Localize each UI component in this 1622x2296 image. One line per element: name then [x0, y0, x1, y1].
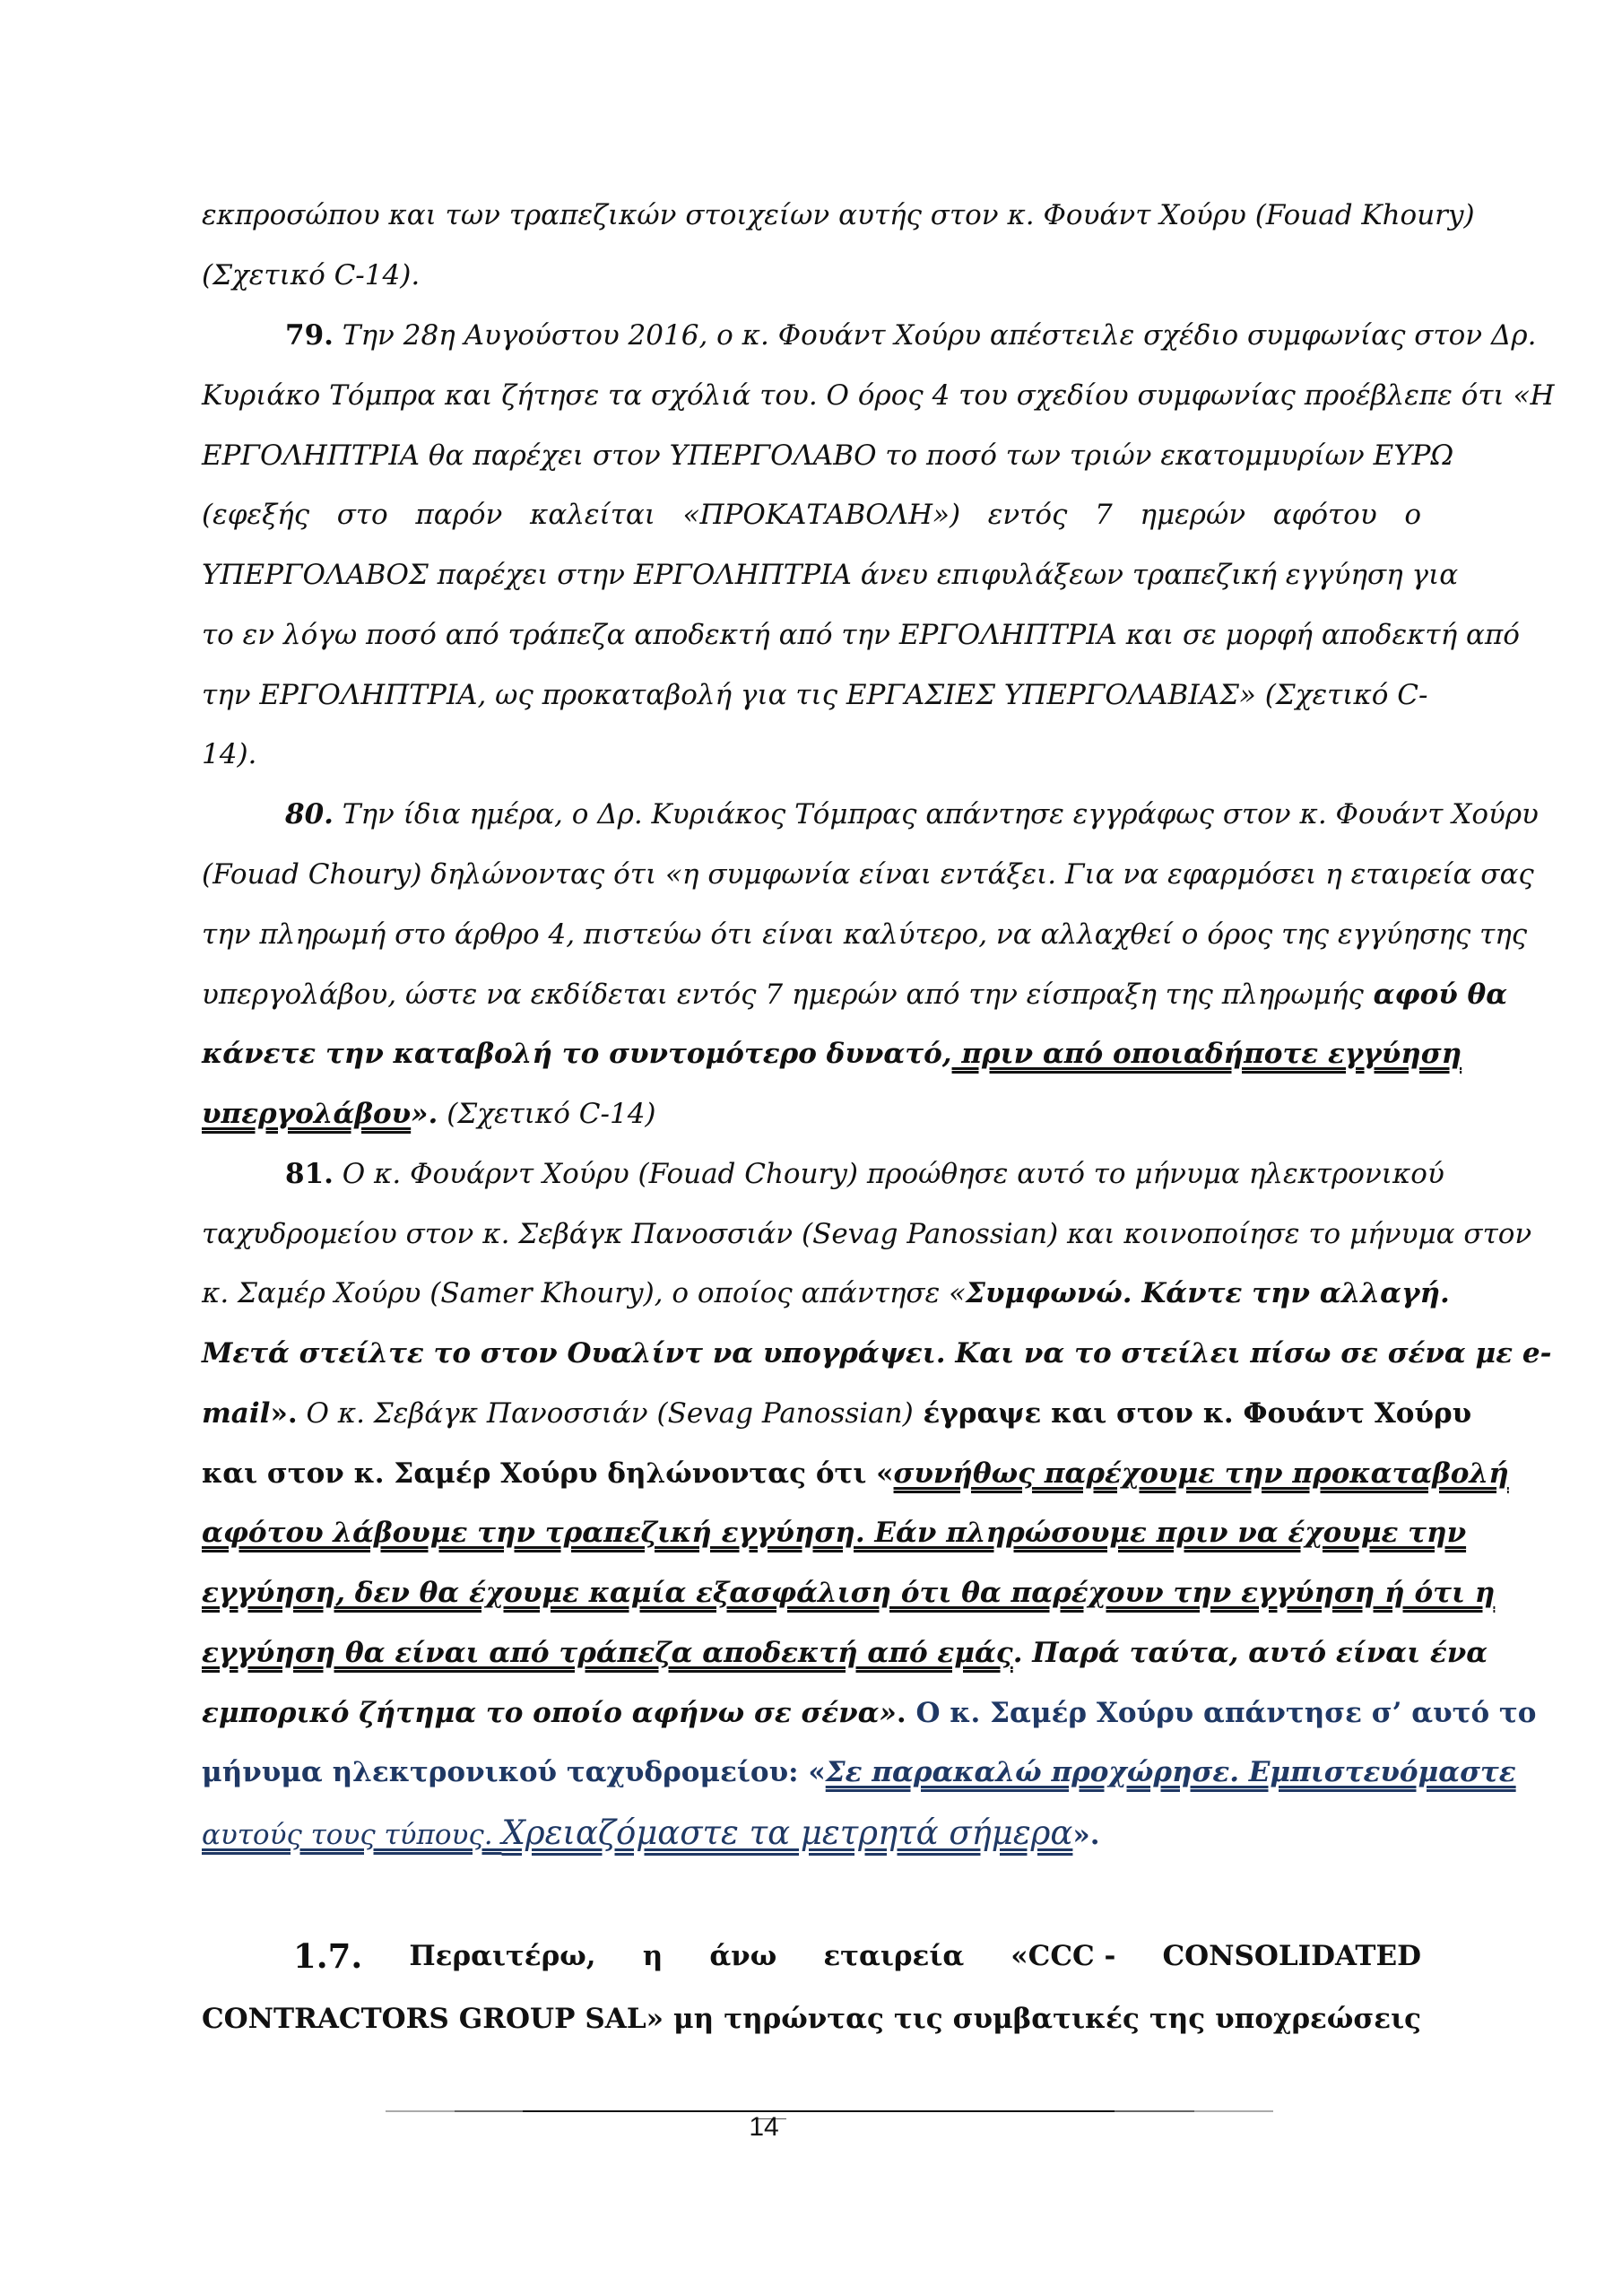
text-run: (Fouad Choury) δηλώνοντας ότι «η συμφωνία είναι εντάξει. Για να εφαρμόσει η εταιρεία σας: [202, 858, 1534, 891]
section-body-line: [202, 1989, 1421, 2049]
paragraph-number: 80.: [285, 798, 334, 831]
text-run: «CCC -: [1010, 1940, 1116, 1972]
body-line: [202, 1623, 1488, 1683]
text-run: ».: [1072, 1819, 1100, 1851]
emphasis-run: έγραψε και στον κ. Φουάντ Χούρυ: [913, 1397, 1472, 1430]
underlined-run: συνήθως παρέχουμε την προκαταβολή: [893, 1457, 1509, 1490]
emphasis-run: Μετά στείλτε το στον Ουαλίντ να υπογράψει. Και να το στείλει πίσω σε σένα με e-: [202, 1337, 1552, 1370]
text-run: CONTRACTORS GROUP SAL» μη τηρώντας τις συμβατικές της υποχρεώσεις: [202, 2003, 1421, 2035]
body-line: [202, 1444, 1509, 1504]
body-line: [202, 1563, 1496, 1623]
text-run: 14).: [202, 738, 257, 770]
text-run: ».: [411, 1098, 438, 1130]
footer-divider: [523, 2110, 1115, 2112]
text-run: Την 28η Αυγούστου 2016, ο κ. Φουάντ Χούρυ απέστειλε σχέδιο συμφωνίας στον Δρ.: [333, 319, 1537, 352]
underlined-run-large: Χρειαζόμαστε τα μετρητά σήμερα: [501, 1813, 1073, 1852]
body-line: [202, 1743, 1516, 1803]
text-run: ΥΠΕΡΓΟΛΑΒΟΣ παρέχει στην ΕΡΓΟΛΗΠΤΡΙΑ άνευ επιφυλάξεων τραπεζική εγγύηση για: [202, 559, 1459, 591]
text-run: εταιρεία: [823, 1940, 965, 1972]
underlined-run: αφότου λάβουμε την τραπεζική εγγύηση. Εάν πληρώσουμε πριν να έχουμε την: [202, 1517, 1467, 1549]
body-line: [202, 246, 1421, 306]
footer-divider: [1194, 2110, 1273, 2112]
text-run: Ο κ. Φουάρντ Χούρυ (Fouad Choury) προώθησε αυτό το μήνυμα ηλεκτρονικού: [333, 1158, 1444, 1190]
text-run: την πληρωμή στο άρθρο 4, πιστεύω ότι είναι καλύτερο, να αλλαχθεί ο όρος της εγγύησης της: [202, 918, 1528, 951]
underlined-run: αυτούς τους τύπους.: [202, 1819, 502, 1851]
text-run: το εν λόγω ποσό από τράπεζα αποδεκτή από την ΕΡΓΟΛΗΠΤΡΙΑ και σε μορφή αποδεκτή από: [202, 619, 1520, 651]
text-run: ».: [270, 1397, 298, 1430]
body-line: [202, 605, 1520, 665]
paragraph-number: 79.: [285, 319, 334, 352]
body-line: [202, 1324, 1552, 1384]
navy-run: Ο κ. Σαμέρ Χούρυ απάντησε σ’ αυτό το: [906, 1697, 1537, 1729]
text-run: CONSOLIDATED: [1162, 1940, 1421, 1972]
text-run: (Σχετικό C-14): [438, 1098, 656, 1130]
body-line: [202, 905, 1528, 965]
text-run: άνω: [709, 1940, 777, 1972]
text-run: εκπροσώπου και των τραπεζικών στοιχείων αυτής στον κ. Φουάντ Χούρυ (Fouad Khoury): [202, 199, 1475, 231]
emphasis-run: και στον κ. Σαμέρ Χούρυ δηλώνοντας ότι «: [202, 1457, 894, 1490]
body-line: [202, 1384, 1472, 1444]
paragraph-79-start: [202, 306, 1537, 366]
underlined-run: εγγύηση θα είναι από τράπεζα αποδεκτή από εμάς: [202, 1637, 1013, 1669]
emphasis-run: εμπορικό ζήτημα το οποίο αφήνω σε σένα»: [202, 1697, 897, 1729]
emphasis-run: . Παρά ταύτα, αυτό είναι ένα: [1012, 1637, 1488, 1669]
text-run: Κυριάκο Τόμπρα και ζήτησε τα σχόλιά του. Ο όρος 4 του σχεδίου συμφωνίας προέβλεπε ότι «Η: [202, 379, 1555, 412]
footer-divider: [1115, 2110, 1194, 2112]
text-run: Περαιτέρω,: [409, 1940, 596, 1972]
text-run: Την ίδια ημέρα, ο Δρ. Κυριάκος Τόμπρας απάντησε εγγράφως στον κ. Φουάντ Χούρυ: [333, 798, 1539, 831]
footer-divider: [386, 2110, 455, 2112]
text-run: (Σχετικό C-14).: [202, 259, 421, 291]
body-line: [202, 1084, 1421, 1144]
page-number: 14: [749, 2112, 779, 2142]
paragraph-80-start: [202, 785, 1539, 845]
body-line: [202, 1264, 1450, 1324]
text-run: την ΕΡΓΟΛΗΠΤΡΙΑ, ως προκαταβολή για τις ΕΡΓΑΣΙΕΣ ΥΠΕΡΓΟΛΑΒΙΑΣ» (Σχετικό C-: [202, 679, 1428, 711]
body-line: [202, 845, 1534, 905]
underlined-run: πριν από οποιαδήποτε εγγύηση: [951, 1038, 1462, 1070]
text-run: .: [896, 1697, 906, 1729]
body-line: [202, 186, 1475, 246]
text-run: ταχυδρομείου στον κ. Σεβάγκ Πανοσσιάν (Sevag Panossian) και κοινοποίησε το μήνυμα στον: [202, 1218, 1532, 1250]
body-line: [202, 1683, 1537, 1744]
paragraph-81-start: [202, 1144, 1444, 1205]
body-line: [202, 545, 1459, 605]
body-line: [202, 665, 1428, 726]
text-run: η: [642, 1940, 664, 1972]
underlined-run: Σε παρακαλώ προχώρησε. Εμπιστευόμαστε: [825, 1756, 1516, 1788]
body-line: [202, 426, 1454, 486]
text-run: κ. Σαμέρ Χούρυ (Samer Khoury), ο οποίος απάντησε «: [202, 1277, 967, 1309]
paragraph-number: 81.: [285, 1158, 334, 1190]
body-line: [202, 1205, 1532, 1265]
emphasis-run: Συμφωνώ. Κάντε την αλλαγή.: [966, 1277, 1450, 1309]
text-run: (εφεξής στο παρόν καλείται «ΠΡΟΚΑΤΑΒΟΛΗ») εντός 7 ημερών αφότου ο: [202, 499, 1421, 531]
text-run: Ο κ. Σεβάγκ Πανοσσιάν (Sevag Panossian): [297, 1397, 914, 1430]
body-line: [202, 1803, 1421, 1863]
text-run: ΕΡΓΟΛΗΠΤΡΙΑ θα παρέχει στον ΥΠΕΡΓΟΛΑΒΟ το ποσό των τριών εκατομμυρίων ΕΥΡΩ: [202, 439, 1454, 472]
section-number: 1.7.: [293, 1936, 363, 1976]
footer-divider: [455, 2110, 523, 2112]
emphasis-run: κάνετε την καταβολή το συντομότερο δυνατό,: [202, 1038, 952, 1070]
body-line: [202, 366, 1555, 426]
underlined-run: υπεργολάβου: [202, 1098, 412, 1130]
text-run: υπεργολάβου, ώστε να εκδίδεται εντός 7 ημερών από την είσπραξη της πληρωμής: [202, 978, 1364, 1011]
navy-run: μήνυμα ηλεκτρονικού ταχυδρομείου: «: [202, 1756, 826, 1788]
section-heading: [202, 1926, 1421, 1987]
emphasis-run: mail: [202, 1397, 271, 1430]
body-line: [202, 1024, 1462, 1084]
body-line: [202, 485, 1421, 545]
body-line: [202, 965, 1508, 1025]
body-line: [202, 725, 1421, 785]
body-line: [202, 1503, 1467, 1563]
underlined-run: εγγύηση, δεν θα έχουμε καμία εξασφάλιση ότι θα παρέχουν την εγγύηση ή ότι η: [202, 1577, 1496, 1609]
emphasis-run: αφού θα: [1363, 978, 1508, 1011]
